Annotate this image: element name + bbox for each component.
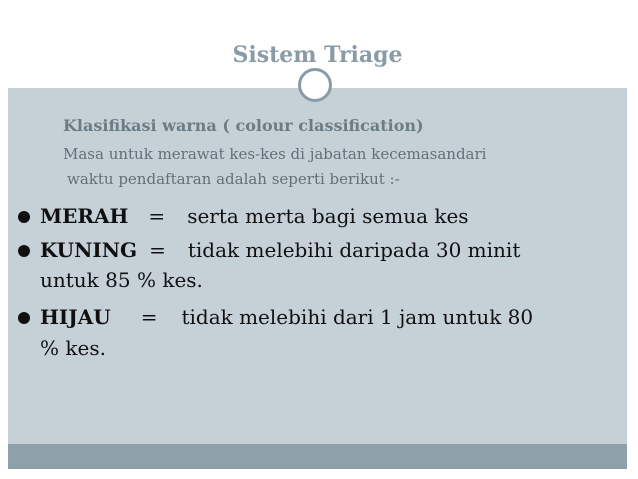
intro-line-1: Masa untuk merawat kes-kes di jabatan kecemasandari (63, 145, 487, 163)
bullet-key: HIJAU (40, 305, 111, 329)
bullet-hijau-continuation: % kes. (40, 336, 106, 360)
bullet-merah (18, 206, 469, 226)
bullet-text: tidak melebihi daripada 30 minit (187, 238, 521, 262)
bullet-icon (18, 312, 30, 324)
bullet-key: KUNING (40, 238, 138, 262)
intro-line-2: waktu pendaftaran adalah seperti berikut :- (67, 170, 400, 188)
slide-title: Sistem Triage (232, 42, 403, 68)
bullet-sep: = (149, 238, 166, 262)
bullet-sep: = (148, 204, 166, 228)
ring-ornament-icon (298, 68, 332, 102)
bullet-text: serta merta bagi semua kes (187, 204, 469, 228)
bullet-icon (18, 211, 30, 223)
content-area (8, 88, 627, 444)
bullet-sep: = (140, 305, 158, 329)
bullet-key: MERAH (40, 204, 129, 228)
bullet-hijau (18, 307, 533, 327)
bullet-icon (18, 245, 30, 257)
bullet-text: tidak melebihi dari 1 jam untuk 80 (181, 305, 534, 329)
subheading: Klasifikasi warna ( colour classification) (63, 116, 424, 135)
bullet-kuning-continuation: untuk 85 % kes. (40, 268, 203, 292)
bottom-bar (8, 444, 627, 469)
bullet-kuning (18, 240, 520, 260)
